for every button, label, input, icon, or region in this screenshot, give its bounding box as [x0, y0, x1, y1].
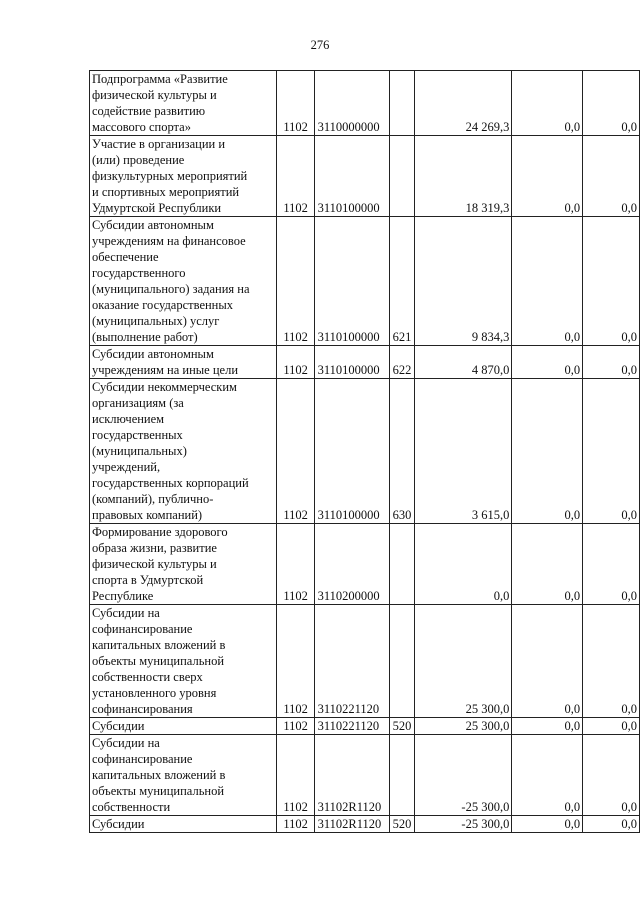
table-row [90, 524, 640, 605]
amount-year-3: 0,0 [621, 719, 637, 733]
section-code-cell [276, 217, 314, 346]
amount-year-3-cell [583, 524, 640, 605]
target-article-code: 3110221120 [317, 702, 380, 716]
section-code: 1102 [283, 800, 308, 814]
amount-year-2-cell [512, 735, 583, 816]
amount-year-3: 0,0 [621, 800, 637, 814]
item-name-cell [90, 346, 277, 379]
amount-year-3-cell [583, 71, 640, 136]
target-article-code: 31102R1120 [317, 817, 382, 831]
amount-cell [414, 71, 512, 136]
expense-type-code-cell [389, 346, 414, 379]
section-code-cell [276, 136, 314, 217]
item-name: Формирование здорового образа жизни, развитие физической культуры и спорта в Удмуртской Республике [92, 525, 228, 603]
amount: -25 300,0 [461, 817, 510, 831]
amount-cell [414, 217, 512, 346]
target-article-code-cell [314, 605, 389, 718]
target-article-code: 3110000000 [317, 120, 380, 134]
target-article-code-cell [314, 379, 389, 524]
amount-year-3: 0,0 [621, 589, 637, 603]
target-article-code: 31102R1120 [317, 800, 382, 814]
amount-year-3-cell [583, 379, 640, 524]
amount-year-3: 0,0 [621, 817, 637, 831]
item-name: Субсидии на софинансирование капитальных вложений в объекты муниципальной собственности сверх установленного уровня софинансирования [92, 606, 226, 716]
table-row [90, 379, 640, 524]
section-code: 1102 [283, 330, 308, 344]
table-row [90, 346, 640, 379]
amount: 18 319,3 [465, 201, 510, 215]
amount-year-2-cell [512, 71, 583, 136]
budget-table [89, 70, 640, 833]
section-code: 1102 [283, 719, 308, 733]
page-number: 276 [310, 38, 330, 52]
section-code-cell [276, 816, 314, 833]
amount-year-3: 0,0 [621, 508, 637, 522]
amount-year-2: 0,0 [564, 330, 581, 344]
amount-cell [414, 735, 512, 816]
expense-type-code: 520 [392, 817, 412, 831]
amount-year-3-cell [583, 816, 640, 833]
expense-type-code-cell [389, 816, 414, 833]
target-article-code-cell [314, 71, 389, 136]
amount-year-2: 0,0 [564, 508, 581, 522]
section-code-cell [276, 346, 314, 379]
amount-year-3: 0,0 [621, 702, 637, 716]
amount-year-2-cell [512, 718, 583, 735]
amount-cell [414, 379, 512, 524]
table-row [90, 816, 640, 833]
target-article-code-cell [314, 217, 389, 346]
amount-year-2: 0,0 [564, 817, 581, 831]
amount-year-3-cell [583, 605, 640, 718]
amount: 3 615,0 [471, 508, 510, 522]
section-code: 1102 [283, 817, 308, 831]
table-row [90, 605, 640, 718]
item-name: Подпрограмма «Развитие физической культуры и содействие развитию массового спорта» [92, 72, 228, 134]
expense-type-code: 621 [392, 330, 412, 344]
table-row [90, 735, 640, 816]
target-article-code: 3110200000 [317, 589, 380, 603]
target-article-code-cell [314, 718, 389, 735]
amount-cell [414, 136, 512, 217]
section-code: 1102 [283, 120, 308, 134]
amount-year-2: 0,0 [564, 800, 581, 814]
amount-year-2-cell [512, 524, 583, 605]
amount-year-2: 0,0 [564, 589, 581, 603]
amount-cell [414, 816, 512, 833]
section-code-cell [276, 718, 314, 735]
target-article-code-cell [314, 735, 389, 816]
amount-year-3: 0,0 [621, 330, 637, 344]
item-name-cell [90, 71, 277, 136]
amount-year-2: 0,0 [564, 719, 581, 733]
amount-year-2-cell [512, 346, 583, 379]
section-code-cell [276, 379, 314, 524]
amount-year-2-cell [512, 816, 583, 833]
section-code: 1102 [283, 201, 308, 215]
amount-year-2: 0,0 [564, 120, 581, 134]
section-code: 1102 [283, 363, 308, 377]
expense-type-code-cell [389, 136, 414, 217]
amount-year-3: 0,0 [621, 363, 637, 377]
amount: 0,0 [493, 589, 510, 603]
item-name-cell [90, 735, 277, 816]
item-name: Субсидии некоммерческим организациям (за исключением государственных (муниципальных) учреждений, государственных корпораций (компаний), публично- правовых компаний) [92, 380, 249, 522]
amount-year-2: 0,0 [564, 702, 581, 716]
section-code-cell [276, 605, 314, 718]
amount-year-3-cell [583, 136, 640, 217]
item-name-cell [90, 605, 277, 718]
section-code-cell [276, 524, 314, 605]
item-name-cell [90, 217, 277, 346]
amount-cell [414, 605, 512, 718]
target-article-code-cell [314, 816, 389, 833]
amount-year-3-cell [583, 346, 640, 379]
section-code: 1102 [283, 589, 308, 603]
section-code-cell [276, 71, 314, 136]
amount-year-2-cell [512, 136, 583, 217]
table-row [90, 71, 640, 136]
target-article-code: 3110100000 [317, 508, 380, 522]
item-name: Субсидии [92, 719, 145, 733]
item-name: Участие в организации и (или) проведение физкультурных мероприятий и спортивных мероприятий Удмуртской Республики [92, 137, 248, 215]
amount: 4 870,0 [471, 363, 510, 377]
amount: 25 300,0 [465, 719, 510, 733]
item-name: Субсидии автономным учреждениям на финансовое обеспечение государственного (муниципального) задания на оказание государственных (муниципальных) услуг (выполнение работ) [92, 218, 250, 344]
amount: 9 834,3 [471, 330, 510, 344]
amount-year-3-cell [583, 718, 640, 735]
target-article-code: 3110221120 [317, 719, 380, 733]
item-name-cell [90, 816, 277, 833]
amount-year-2-cell [512, 605, 583, 718]
amount-cell [414, 718, 512, 735]
target-article-code: 3110100000 [317, 363, 380, 377]
expense-type-code-cell [389, 524, 414, 605]
item-name: Субсидии автономным учреждениям на иные цели [92, 347, 239, 377]
amount-year-2: 0,0 [564, 201, 581, 215]
item-name: Субсидии [92, 817, 145, 831]
section-code: 1102 [283, 702, 308, 716]
target-article-code-cell [314, 346, 389, 379]
amount-year-2-cell [512, 379, 583, 524]
section-code-cell [276, 735, 314, 816]
amount-year-2-cell [512, 217, 583, 346]
amount: 25 300,0 [465, 702, 510, 716]
budget-table-body [90, 71, 640, 833]
section-code: 1102 [283, 508, 308, 522]
amount-cell [414, 346, 512, 379]
expense-type-code-cell [389, 605, 414, 718]
target-article-code: 3110100000 [317, 330, 380, 344]
item-name-cell [90, 136, 277, 217]
expense-type-code: 520 [392, 719, 412, 733]
amount: 24 269,3 [465, 120, 510, 134]
table-row [90, 718, 640, 735]
expense-type-code-cell [389, 735, 414, 816]
expense-type-code-cell [389, 217, 414, 346]
expense-type-code-cell [389, 718, 414, 735]
expense-type-code: 622 [392, 363, 412, 377]
item-name: Субсидии на софинансирование капитальных вложений в объекты муниципальной собственности [92, 736, 226, 814]
table-row [90, 136, 640, 217]
amount-year-3-cell [583, 735, 640, 816]
amount-year-2: 0,0 [564, 363, 581, 377]
amount-year-3-cell [583, 217, 640, 346]
amount-year-3: 0,0 [621, 201, 637, 215]
expense-type-code: 630 [392, 508, 412, 522]
target-article-code: 3110100000 [317, 201, 380, 215]
expense-type-code-cell [389, 71, 414, 136]
amount-year-3: 0,0 [621, 120, 637, 134]
target-article-code-cell [314, 524, 389, 605]
expense-type-code-cell [389, 379, 414, 524]
item-name-cell [90, 379, 277, 524]
item-name-cell [90, 718, 277, 735]
target-article-code-cell [314, 136, 389, 217]
item-name-cell [90, 524, 277, 605]
amount-cell [414, 524, 512, 605]
amount: -25 300,0 [461, 800, 510, 814]
table-row [90, 217, 640, 346]
